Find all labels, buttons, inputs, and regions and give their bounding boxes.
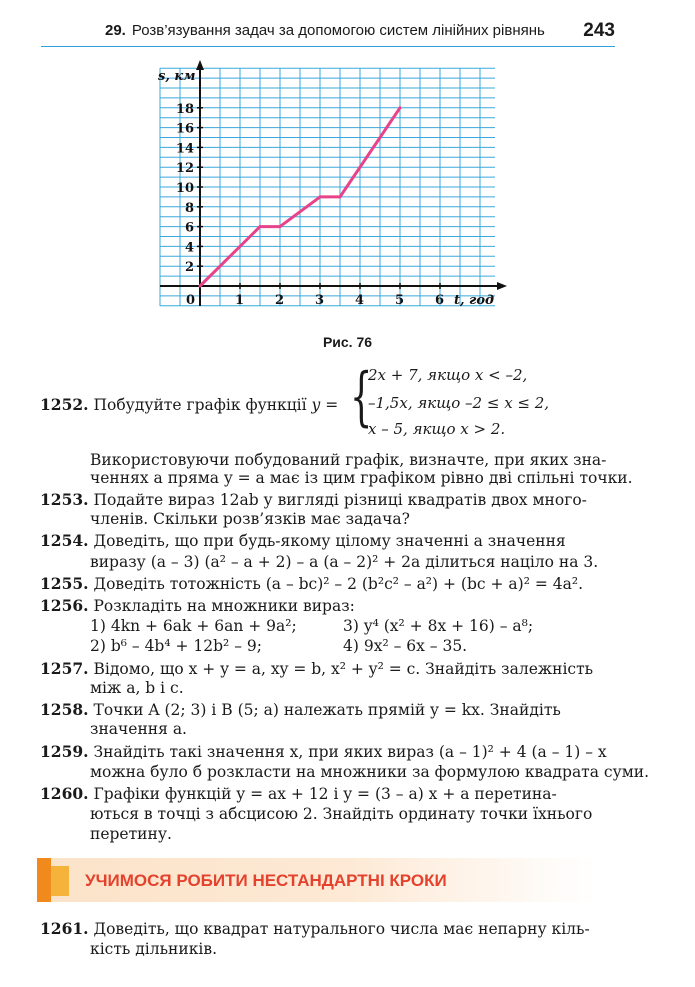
problem-1260-line-3: перетину. xyxy=(90,825,172,843)
y-tick-label: 18 xyxy=(175,101,194,117)
y-tick-label: 14 xyxy=(175,141,194,157)
y-tick-label: 4 xyxy=(184,240,194,256)
data-point xyxy=(399,106,402,109)
y-tick-label: 8 xyxy=(184,200,194,216)
x-tick-label: 3 xyxy=(315,293,325,308)
problem-1259-line-2: можна було б розкласти на множники за формулою квадрата суми. xyxy=(90,763,650,781)
problem-1258-line-2: значення a. xyxy=(90,720,187,738)
problem-1261-line-2: кість дільників. xyxy=(90,940,218,958)
page-number: 243 xyxy=(583,20,615,41)
x-axis-label: t, год xyxy=(454,293,495,308)
problem-1252: 1252. Побудуйте графік функції y = xyxy=(40,395,339,414)
system-brace: { xyxy=(350,360,373,434)
x-tick-label: 4 xyxy=(355,293,365,308)
problem-1253: 1253. Подайте вираз 12ab у вигляді різниці квадратів двох много- xyxy=(40,490,587,509)
page-header xyxy=(41,18,615,44)
problem-1258: 1258. Точки A (2; 3) і B (5; a) належать прямій y = kx. Знайдіть xyxy=(40,700,561,719)
problem-1256-item-2: 2) b⁶ – 4b⁴ + 12b² – 9; xyxy=(90,637,262,655)
problem-1254-line-2: виразу (a – 3) (a² – a + 2) – a (a – 2)² + 2a ділиться націло на 3. xyxy=(90,553,599,571)
problem-1255: 1255. Доведіть тотожність (a – bc)² – 2 (b²c² – a²) + (bc + a)² = 4a². xyxy=(40,574,583,593)
y-tick-label: 2 xyxy=(184,260,194,276)
problem-1256-item-1: 1) 4kn + 6ak + 6an + 9a²; xyxy=(90,617,297,635)
figure-caption: Рис. 76 xyxy=(322,334,373,350)
y-axis-arrow xyxy=(196,60,204,70)
section-title: 29. Розв’язування задач за допомогою систем лінійних рівнянь xyxy=(105,22,545,39)
problem-1260-line-2: ються в точці з абсцисою 2. Знайдіть ординату точки їхнього xyxy=(90,805,593,823)
problem-1256-item-4: 4) 9x² – 6x – 35. xyxy=(343,637,468,655)
distance-time-graph xyxy=(150,60,510,322)
problem-1253-line-2: членів. Скільки розв’язків має задача? xyxy=(90,510,410,528)
x-tick-label: 1 xyxy=(235,293,245,308)
problem-1259: 1259. Знайдіть такі значення x, при яких вираз (a – 1)² + 4 (a – 1) – x xyxy=(40,742,607,761)
problem-1257: 1257. Відомо, що x + y = a, xy = b, x² + y² = c. Знайдіть залежність xyxy=(40,659,594,678)
section-banner xyxy=(37,858,597,902)
data-point xyxy=(339,195,342,198)
problem-1252-line-2: ченнях a пряма y = a має із цим графіком рівно дві спільні точки. xyxy=(90,469,633,487)
piecewise-system xyxy=(340,362,580,442)
banner-accent-dark xyxy=(37,858,51,902)
system-row-1: 2x + 7, якщо x < –2, xyxy=(368,366,528,384)
x-tick-label: 0 xyxy=(186,293,196,308)
y-tick-label: 12 xyxy=(175,161,194,177)
system-row-2: –1,5x, якщо –2 ≤ x ≤ 2, xyxy=(368,394,550,412)
problem-1252-line-1: Використовуючи побудований графік, визначте, при яких зна- xyxy=(90,451,607,469)
banner-accent-light xyxy=(51,866,69,896)
x-axis-arrow xyxy=(497,282,507,290)
x-tick-label: 6 xyxy=(435,293,445,308)
data-point xyxy=(319,195,322,198)
data-point xyxy=(259,225,262,228)
y-tick-label: 6 xyxy=(184,220,194,236)
x-tick-label: 5 xyxy=(395,293,405,308)
problem-1256: 1256. Розкладіть на множники вираз: xyxy=(40,596,355,615)
data-point xyxy=(199,285,202,288)
problem-1254: 1254. Доведіть, що при будь-якому цілому значенні a значення xyxy=(40,531,566,550)
y-tick-label: 16 xyxy=(175,121,194,137)
banner-title: УЧИМОСЯ РОБИТИ НЕСТАНДАРТНІ КРОКИ xyxy=(85,871,447,890)
problem-1257-line-2: між a, b і c. xyxy=(90,679,184,697)
data-point xyxy=(279,225,282,228)
header-rule xyxy=(41,46,615,47)
x-tick-label: 2 xyxy=(275,293,285,308)
problem-1260: 1260. Графіки функцій y = ax + 12 і y = (3 – a) x + a перетина- xyxy=(40,784,557,803)
y-axis-label: s, км xyxy=(158,69,196,84)
problem-1261: 1261. Доведіть, що квадрат натурального числа має непарну кіль- xyxy=(40,919,590,938)
y-tick-label: 10 xyxy=(175,181,194,196)
problem-1256-item-3: 3) y⁴ (x² + 8x + 16) – a⁸; xyxy=(343,617,534,635)
system-row-3: x – 5, якщо x > 2. xyxy=(368,420,506,438)
